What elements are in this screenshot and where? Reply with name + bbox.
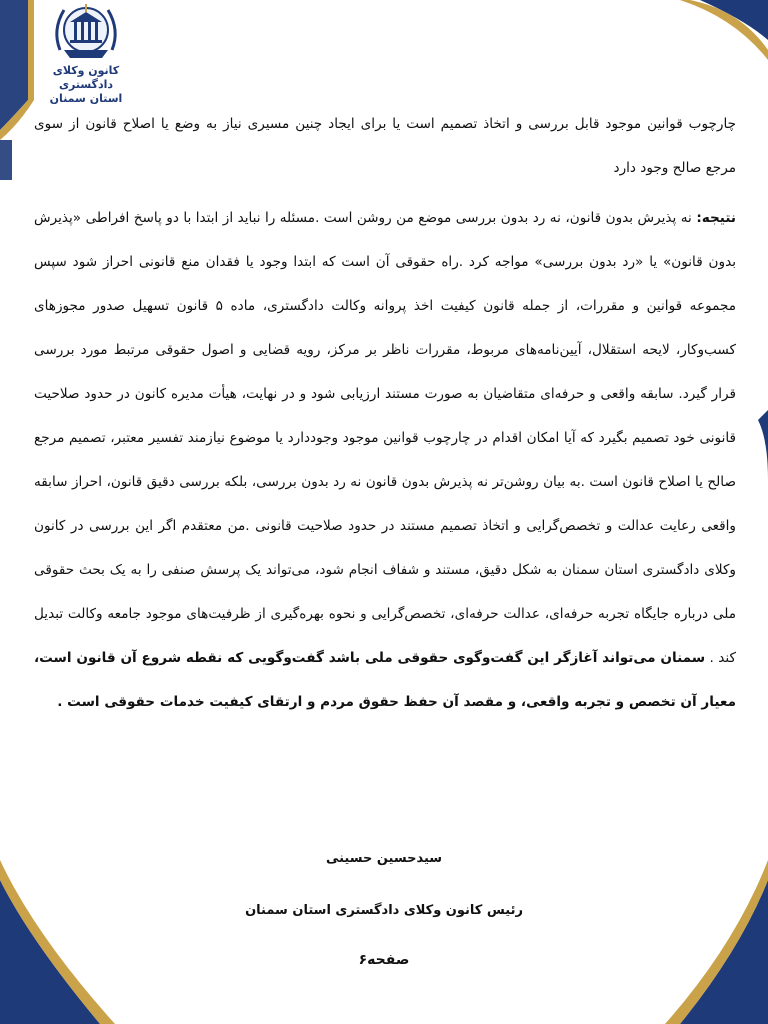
intro-paragraph: چارچوب قوانین موجود قابل بررسی و اتخاذ تصمیم است یا برای ایجاد چنین مسیری نیاز به وضع یا اصلاح قانون از سوی مرجع صالح وجود دارد (34, 116, 736, 176)
logo-subtitle: استان سمنان (49, 92, 123, 105)
bar-association-logo (30, 0, 142, 105)
logo-title: کانون وکلای دادگستری (52, 64, 120, 91)
signature-name: سیدحسین حسینی (325, 851, 443, 866)
conclusion-emphasis: سمنان می‌تواند آغازگر این گفت‌وگوی حقوقی ملی باشد گفت‌وگویی که نقطه شروع آن قانون است، معیار آن تخصص و تجربه واقعی، و مقصد آن حفظ حقوق مردم و ارتقای کیفیت خدمات حقوقی است . (34, 650, 736, 710)
conclusion-label: نتیجه: (696, 210, 736, 226)
article-body (34, 102, 736, 724)
scales-emblem-icon (50, 0, 122, 62)
conclusion-paragraph (34, 196, 736, 724)
conclusion-text: نه پذیرش بدون قانون، نه رد بدون بررسی موضع من روشن است .مسئله را نباید از ابتدا با دو پاسخ افراطی «پذیرش بدون قانون» یا «رد بدون بررسی» مواجه کرد .راه حقوقی آن است که ابتدا وجود یا فقدان منع قانونی احراز شود سپس مجموعه قوانین و مقررات، از جمله قانون کیفیت اخذ پروانه وکالت دادگستری، ماده ۵ قانون تسهیل صدور مجوزهای کسب‌وکار، لایحه استقلال، آیین‌نامه‌های مربوط، مقررات ناظر بر مرکز، رویه قضایی و اصول حقوقی مرتبط مورد بررسی قرار گیرد. سابقه واقعی و حرفه‌ای متقاضیان به صورت مستند ارزیابی شود و در نهایت، هیأت مدیره کانون در حدود صلاحیت قانونی خود تصمیم بگیرد که آیا امکان اقدام در چارچوب قوانین موجود وجوددارد یا موضوع نیازمند تفسیر معتبر، تصمیم مرجع صالح یا اصلاح قانون است .به بیان روشن‌تر نه پذیرش بدون قانون نه رد بدون بررسی، بلکه بررسی دقیق قانون، احراز سابقه واقعی رعایت عدالت و تخصص‌گرایی و اتخاذ تصمیم مستند در حدود صلاحیت قانونی .من معتقدم اگر این بررسی در کانون وکلای دادگستری استان سمنان به شکل دقیق، مستند و شفاف انجام شود، می‌تواند یک پرسش صنفی را به یک بحث حقوقی ملی درباره جایگاه تجربه حرفه‌ای، عدالت حرفه‌ای، تخصص‌گرایی و نحوه بهره‌گیری از ظرفیت‌های موجود جامعه وکالت تبدیل کند . (34, 210, 737, 666)
page-number: صفحه۶ (358, 952, 410, 968)
signature-role: رئیس کانون وکلای دادگستری استان سمنان (245, 903, 523, 918)
